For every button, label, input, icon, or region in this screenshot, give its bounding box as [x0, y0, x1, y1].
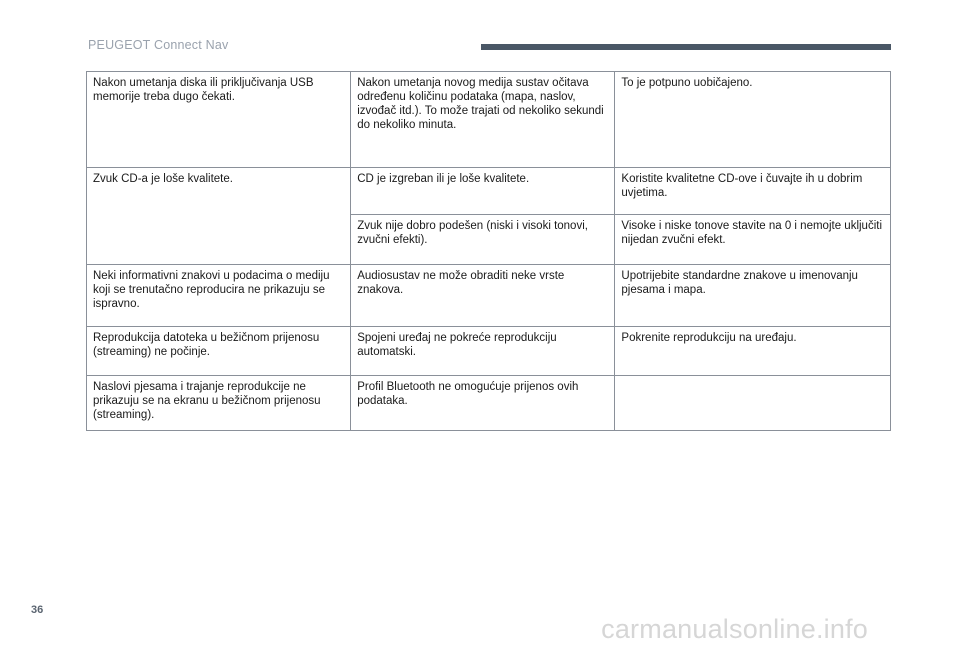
page-number: 36	[31, 604, 44, 616]
cause-cell: Profil Bluetooth ne omogućuje prijenos ovih podataka.	[351, 376, 615, 431]
solution-cell: Koristite kvalitetne CD-ove i čuvajte ih u dobrim uvjetima.	[615, 168, 891, 215]
problem-cell: Nakon umetanja diska ili priključivanja USB memorije treba dugo čekati.	[87, 72, 351, 168]
solution-cell: Upotrijebite standardne znakove u imenovanju pjesama i mapa.	[615, 265, 891, 327]
cause-cell: Audiosustav ne može obraditi neke vrste znakova.	[351, 265, 615, 327]
cause-cell: CD je izgreban ili je loše kvalitete.	[351, 168, 615, 215]
troubleshooting-table	[86, 71, 891, 431]
table-row	[87, 265, 891, 327]
watermark: carmanualsonline.info	[601, 614, 868, 644]
problem-cell: Reprodukcija datoteka u bežičnom prijenosu (streaming) ne počinje.	[87, 327, 351, 376]
header-bar	[481, 44, 891, 50]
problem-cell: Naslovi pjesama i trajanje reprodukcije ne prikazuju se na ekranu u bežičnom prijenosu (streaming).	[87, 376, 351, 431]
problem-cell: Zvuk CD-a je loše kvalitete.	[87, 168, 351, 265]
table-row	[87, 72, 891, 168]
table-row	[87, 327, 891, 376]
solution-cell: Visoke i niske tonove stavite na 0 i nemojte uključiti nijedan zvučni efekt.	[615, 215, 891, 265]
header-title: PEUGEOT Connect Nav	[88, 38, 229, 52]
problem-cell: Neki informativni znakovi u podacima o mediju koji se trenutačno reproducira ne prikazuju se ispravno.	[87, 265, 351, 327]
solution-cell: To je potpuno uobičajeno.	[615, 72, 891, 168]
cause-cell: Nakon umetanja novog medija sustav očitava određenu količinu podataka (mapa, naslov, izvođač itd.). To može trajati od nekoliko sekundi do nekoliko minuta.	[351, 72, 615, 168]
cause-cell: Zvuk nije dobro podešen (niski i visoki tonovi, zvučni efekti).	[351, 215, 615, 265]
cause-cell: Spojeni uređaj ne pokreće reprodukciju automatski.	[351, 327, 615, 376]
table-row	[87, 168, 891, 215]
solution-cell: Pokrenite reprodukciju na uređaju.	[615, 327, 891, 376]
table-row	[87, 376, 891, 431]
solution-cell	[615, 376, 891, 431]
